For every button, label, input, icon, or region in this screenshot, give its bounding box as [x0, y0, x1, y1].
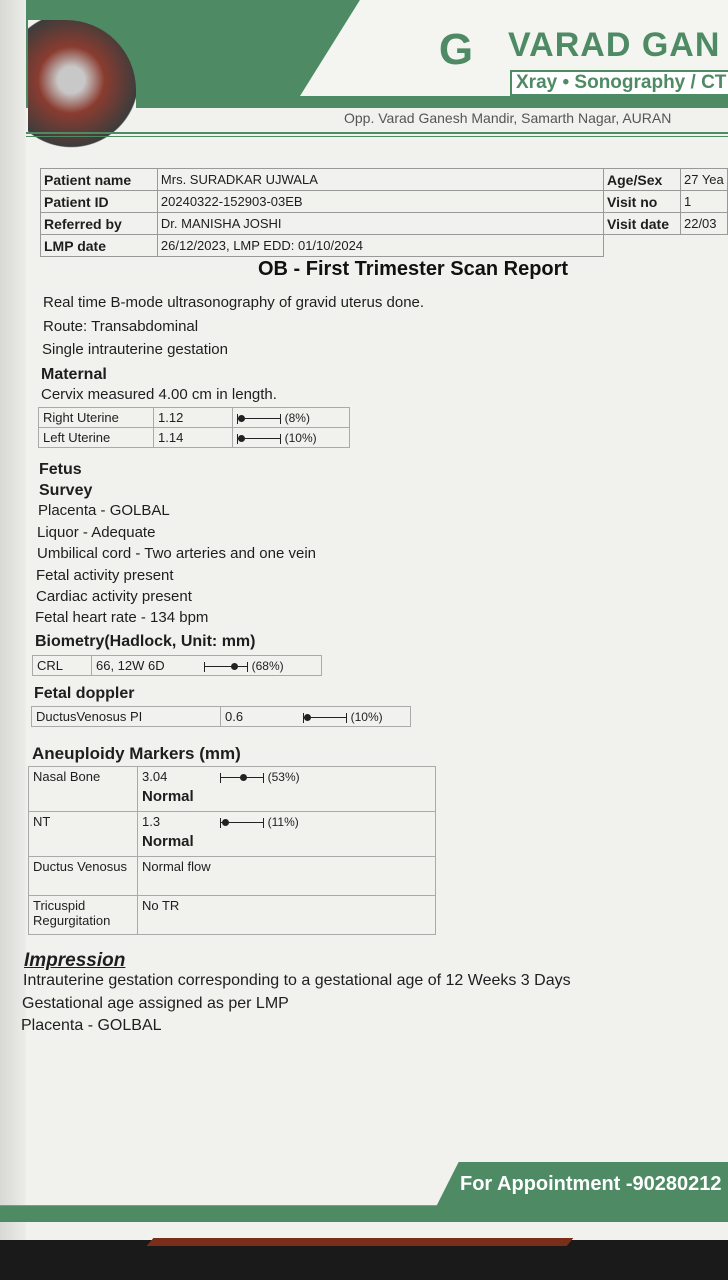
biometry-table	[32, 655, 322, 676]
cervix-line: Cervix measured 4.00 cm in length.	[41, 386, 277, 403]
nt-label: NT	[29, 812, 138, 857]
doppler-table	[31, 706, 411, 727]
impression-heading: Impression	[24, 950, 126, 971]
dv-label: DuctusVenosus PI	[32, 707, 221, 727]
survey-line: Cardiac activity present	[36, 588, 192, 605]
nasal-value-cell	[138, 767, 217, 812]
desk-surface	[0, 1240, 728, 1280]
percentile-bar	[303, 713, 347, 723]
uterine-value: 1.12	[154, 408, 233, 428]
tricuspid-label: Tricuspid Regurgitation	[29, 896, 138, 935]
maternal-heading: Maternal	[41, 366, 107, 383]
table-row	[32, 707, 411, 727]
ductus-label: Ductus Venosus	[29, 857, 138, 896]
percentile-label: (68%)	[251, 659, 284, 673]
percentile-label: (53%)	[267, 770, 300, 784]
intro-line: Route: Transabdominal	[43, 318, 199, 335]
fetus-heading: Fetus	[39, 461, 82, 478]
aneuploidy-table	[28, 766, 436, 935]
age-sex-label: Age/Sex	[604, 169, 681, 191]
nt-value-cell	[138, 812, 217, 857]
biometry-heading: Biometry(Hadlock, Unit: mm)	[35, 633, 256, 650]
intro-line: Real time B-mode ultrasonography of gravid uterus done.	[43, 294, 425, 311]
impression-line: Gestational age assigned as per LMP	[22, 995, 289, 1012]
report-title: OB - First Trimester Scan Report	[258, 258, 569, 280]
survey-line: Umbilical cord - Two arteries and one vein	[37, 545, 317, 562]
atom-logo-icon: G	[438, 25, 474, 74]
table-row	[29, 812, 436, 857]
percentile-bar	[204, 662, 248, 672]
percentile-label: (10%)	[284, 431, 317, 445]
table-row	[29, 896, 436, 935]
uterine-marker	[233, 408, 350, 428]
percentile-label: (11%)	[267, 815, 299, 829]
percentile-bar	[237, 434, 281, 444]
appointment-text: For Appointment -90280212	[460, 1173, 722, 1195]
aneuploidy-heading: Aneuploidy Markers (mm)	[32, 744, 241, 763]
uterine-label: Left Uterine	[39, 428, 154, 448]
desk-stripe	[147, 1238, 574, 1246]
survey-line: Fetal activity present	[36, 567, 174, 584]
referred-by-label: Referred by	[41, 213, 158, 235]
table-row	[39, 408, 350, 428]
crl-label: CRL	[33, 656, 92, 676]
nasal-marker	[216, 767, 436, 812]
header-divider	[26, 132, 728, 134]
brand-name: VARAD GAN	[508, 26, 721, 64]
percentile-label: (8%)	[284, 411, 310, 425]
crl-marker	[200, 656, 322, 676]
visit-date-label: Visit date	[604, 213, 681, 235]
referred-by: Dr. MANISHA JOSHI	[157, 213, 603, 235]
visit-date: 22/03	[680, 213, 727, 235]
table-row	[29, 857, 436, 896]
patient-info-table	[40, 168, 728, 257]
patient-name-label: Patient name	[41, 169, 158, 191]
nt-marker	[216, 812, 436, 857]
uterine-marker	[233, 428, 350, 448]
page-edge	[0, 0, 26, 1240]
percentile-bar	[237, 414, 281, 424]
brand-tagline: Xray • Sonography / CT	[510, 70, 728, 96]
survey-heading: Survey	[39, 482, 93, 499]
clinic-address: Opp. Varad Ganesh Mandir, Samarth Nagar, AURAN	[344, 110, 672, 126]
ductus-value: Normal flow	[138, 857, 436, 896]
nasal-result: Normal	[142, 788, 194, 805]
header-divider-thin	[26, 136, 728, 137]
uterine-value: 1.14	[154, 428, 233, 448]
survey-line: Placenta - GOLBAL	[38, 502, 170, 519]
brand-block	[420, 18, 728, 100]
patient-id-label: Patient ID	[41, 191, 158, 213]
dv-marker	[299, 707, 411, 727]
patient-id: 20240322-152903-03EB	[157, 191, 603, 213]
crl-value: 66, 12W 6D	[92, 656, 201, 676]
table-row	[29, 767, 436, 812]
impression-line: Placenta - GOLBAL	[21, 1017, 162, 1034]
visit-no: 1	[680, 191, 727, 213]
table-row	[39, 428, 350, 448]
lmp-date-label: LMP date	[41, 235, 158, 257]
table-row	[33, 656, 322, 676]
percentile-bar	[220, 773, 264, 783]
intro-line: Single intrauterine gestation	[42, 341, 228, 358]
impression-line: Intrauterine gestation corresponding to a gestational age of 12 Weeks 3 Days	[23, 972, 571, 989]
doppler-heading: Fetal doppler	[34, 685, 135, 702]
dv-value: 0.6	[221, 707, 300, 727]
uterine-label: Right Uterine	[39, 408, 154, 428]
patient-name: Mrs. SURADKAR UJWALA	[157, 169, 603, 191]
nasal-value: 3.04	[142, 769, 168, 784]
nt-value: 1.3	[142, 814, 161, 829]
tricuspid-value: No TR	[138, 896, 436, 935]
lmp-date: 26/12/2023, LMP EDD: 01/10/2024	[157, 235, 603, 257]
percentile-label: (10%)	[350, 710, 383, 724]
survey-line: Liquor - Adequate	[37, 524, 156, 541]
age-sex: 27 Yea	[680, 169, 727, 191]
nt-result: Normal	[142, 833, 194, 850]
uterine-table	[38, 407, 350, 448]
survey-line: Fetal heart rate - 134 bpm	[35, 609, 209, 626]
percentile-bar	[220, 818, 264, 828]
visit-no-label: Visit no	[604, 191, 681, 213]
nasal-label: Nasal Bone	[29, 767, 138, 812]
